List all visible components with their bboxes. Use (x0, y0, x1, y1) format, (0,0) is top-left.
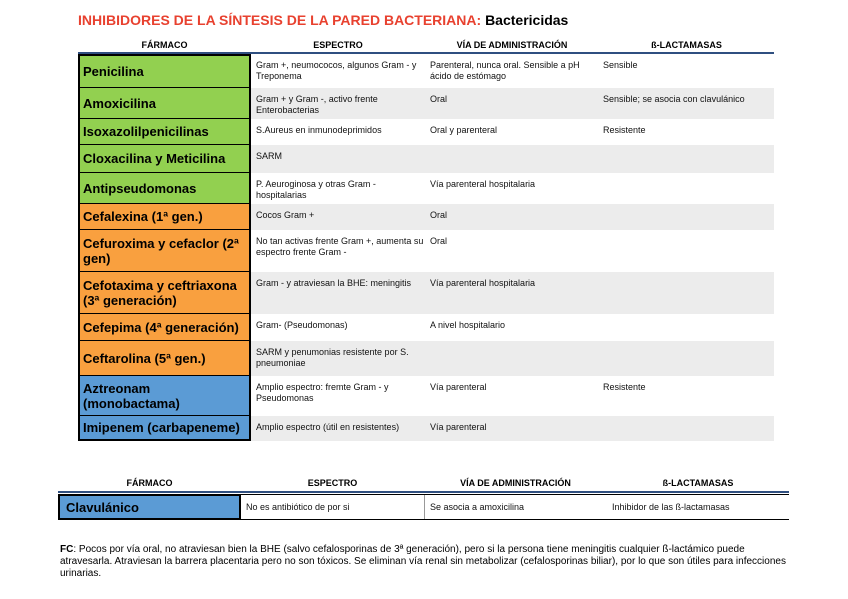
drug-cell: Cefepima (4ª generación) (78, 314, 251, 341)
spectrum-cell: SARM y penumonias resistente por S. pneumoniae (256, 347, 409, 368)
spectrum-cell: No tan activas frente Gram +, aumenta su espectro frente Gram - (256, 236, 424, 257)
lact-cell: Resistente (603, 125, 646, 135)
table2-spectrum: No es antibiótico de por si (246, 502, 350, 512)
title-main: INHIBIDORES DE LA SÍNTESIS DE LA PARED BACTERIANA: (78, 12, 482, 28)
drug-cell: Antipseudomonas (78, 173, 251, 204)
footnote-label: FC (60, 544, 74, 555)
table2-header-divider (58, 491, 789, 493)
spectrum-cell: S.Aureus en inmunodeprimidos (256, 125, 382, 135)
route-cell: A nivel hospitalario (430, 320, 506, 330)
route-cell: Vía parenteral hospitalaria (430, 179, 536, 189)
spectrum-cell: Gram- (Pseudomonas) (256, 320, 348, 330)
spectrum-cell: Cocos Gram + (256, 210, 315, 220)
spectrum-cell: Gram - y atraviesan la BHE: meningitis (256, 278, 412, 288)
route-cell: Oral y parenteral (430, 125, 498, 135)
title-sub: Bactericidas (485, 12, 569, 28)
header-farmaco: FÁRMACO (141, 40, 188, 50)
lact-cell: Sensible; se asocia con clavulánico (603, 94, 745, 104)
drug-cell: Amoxicilina (78, 88, 251, 119)
drug-cell-clavulanico: Clavulánico (58, 494, 241, 520)
footnote (60, 544, 790, 580)
table2-separator (424, 495, 425, 519)
lact-cell: Sensible (603, 60, 638, 70)
drug-cell: Cefotaxima y ceftriaxona (3ª generación) (78, 272, 251, 314)
spectrum-cell: Amplio espectro (útil en resistentes) (256, 422, 400, 432)
spectrum-cell: Gram +, neumococos, algunos Gram - y Treponema (256, 60, 417, 81)
route-cell: Vía parenteral (430, 422, 487, 432)
spectrum-cell: Amplio espectro: fremte Gram - y Pseudomonas (256, 382, 389, 403)
table2-header-espectro: ESPECTRO (307, 478, 358, 488)
table2-header-farmaco: FÁRMACO (126, 478, 173, 488)
footnote-text: : Pocos por vía oral, no atraviesan bien la BHE (salvo cefalosporinas de 3ª generación), pero si la persona tiene meningitis cualquier ß-lactámico puede atravesarla. Atraviesan la barrera placentaria pero no son tóxicos. Se eliminan vía renal sin metabolizar (cefalosporinas biliar), por lo que son útiles para infecciones urinarias. (60, 544, 786, 579)
header-espectro: ESPECTRO (313, 40, 363, 50)
route-cell: Vía parenteral hospitalaria (430, 278, 536, 288)
drug-cell: Isoxazolilpenicilinas (78, 119, 251, 145)
route-cell: Oral (430, 236, 448, 246)
drug-cell: Cloxacilina y Meticilina (78, 145, 251, 173)
drug-cell: Cefuroxima y cefaclor (2ª gen) (78, 230, 251, 272)
route-cell: Parenteral, nunca oral. Sensible a pH ácido de estómago (430, 60, 580, 81)
route-cell: Oral (430, 210, 448, 220)
route-cell: Vía parenteral (430, 382, 487, 392)
spectrum-cell: Gram + y Gram -, activo frente Enterobacterias (256, 94, 378, 115)
header-lactamasas: ß-LACTAMASAS (651, 40, 722, 50)
lact-cell: Resistente (603, 382, 646, 392)
spectrum-cell: SARM (256, 151, 283, 161)
page-title (78, 12, 568, 28)
route-cell: Oral (430, 94, 448, 104)
table2-header-lactamasas: ß-LACTAMASAS (662, 478, 734, 488)
drug-cell: Imipenem (carbapeneme) (78, 416, 251, 441)
table2-route: Se asocia a amoxicilina (430, 502, 525, 512)
drug-cell: Aztreonam (monobactama) (78, 376, 251, 416)
drug-cell: Penicilina (78, 54, 251, 88)
table2-header-via: VÍA DE ADMINISTRACIÓN (460, 478, 571, 488)
table2-lactamasas: Inhibidor de las ß-lactamasas (612, 502, 730, 512)
spectrum-cell: P. Aeuroginosa y otras Gram - hospitalarias (256, 179, 376, 200)
header-via: VÍA DE ADMINISTRACIÓN (456, 40, 568, 50)
drug-cell: Ceftarolina (5ª gen.) (78, 341, 251, 376)
drug-cell: Cefalexina (1ª gen.) (78, 204, 251, 230)
